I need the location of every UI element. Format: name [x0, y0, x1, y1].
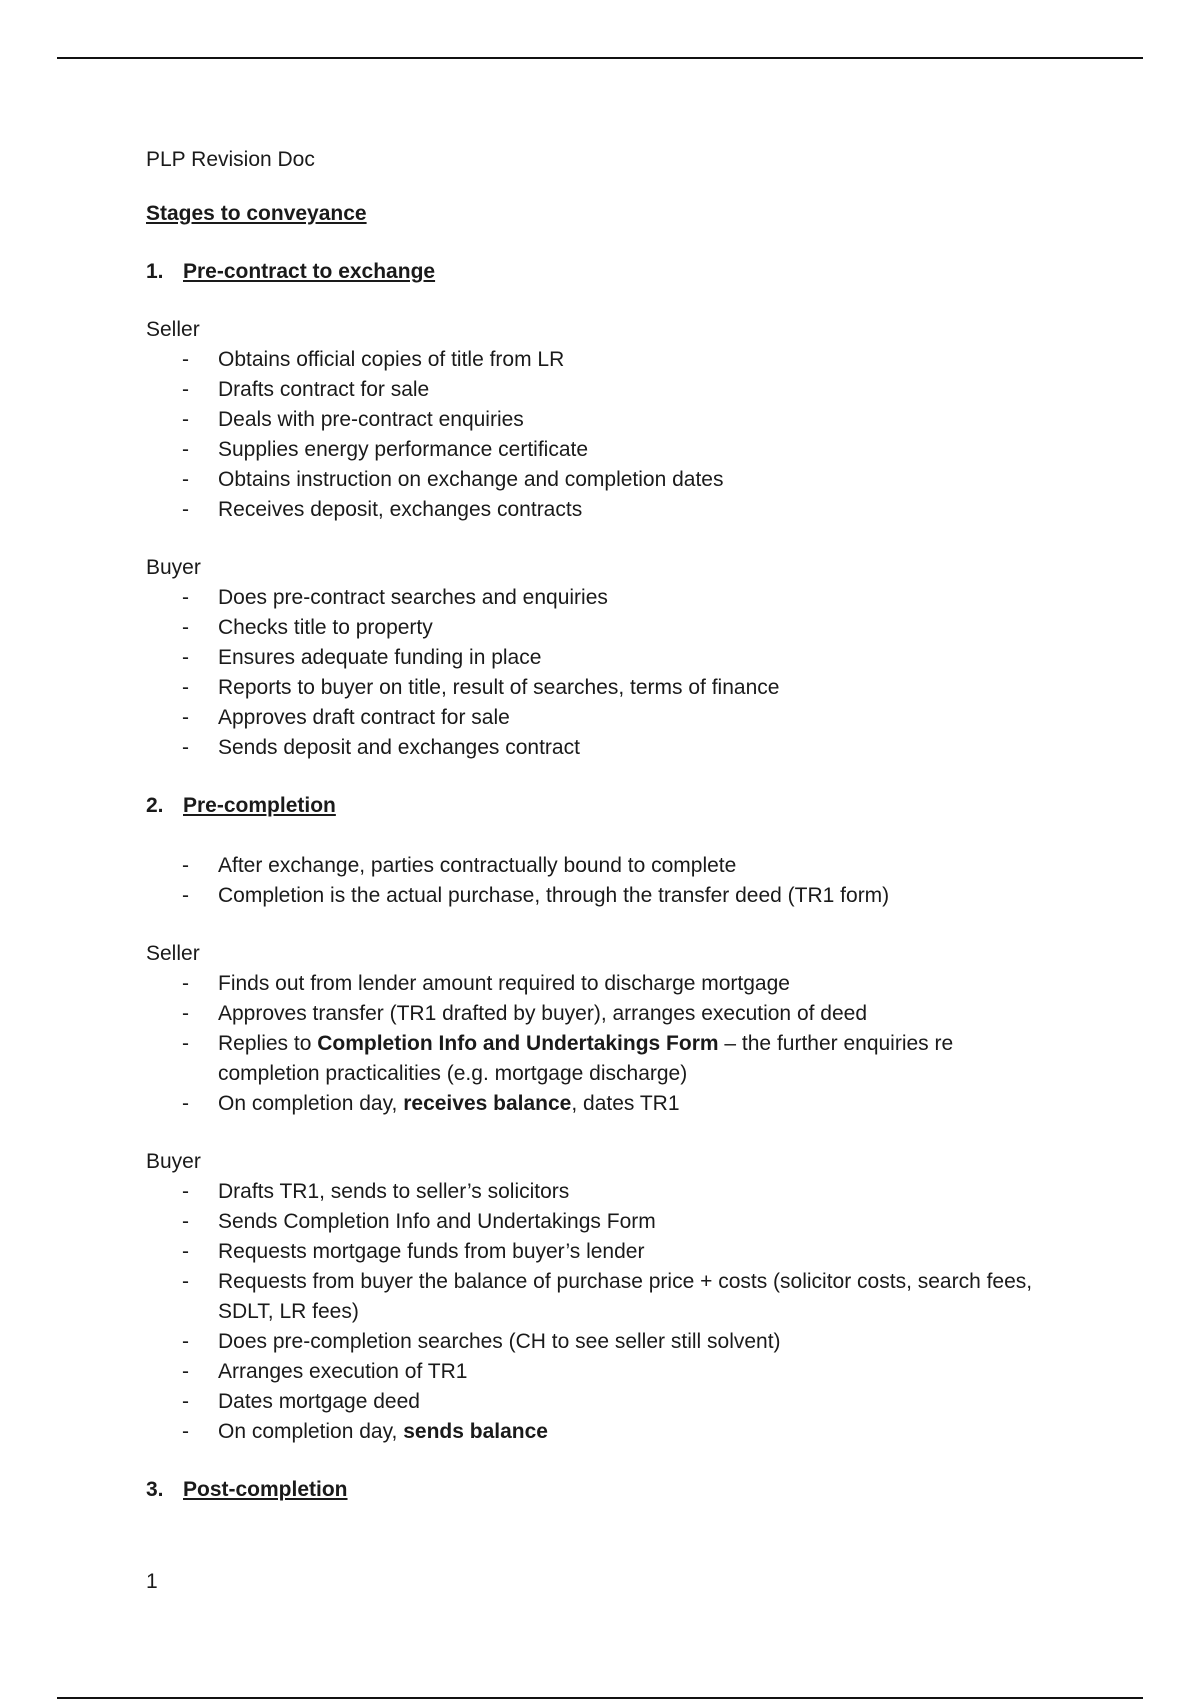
stage-2-title: Pre-completion: [183, 794, 336, 817]
stage-1-buyer-label: Buyer: [146, 556, 201, 579]
list-item: [146, 1089, 1046, 1119]
list-item: [146, 1417, 1046, 1447]
stage-2-heading: [146, 791, 1046, 821]
list-item: - Sends Completion Info and Undertakings Form: [146, 1207, 1046, 1237]
stage-3-number: 3.: [146, 1478, 164, 1501]
list-item: - Arranges execution of TR1: [146, 1357, 1046, 1387]
item-bold-text: Completion Info and Undertakings Form: [317, 1032, 719, 1055]
list-item: - Finds out from lender amount required to discharge mortgage: [146, 969, 1046, 999]
spacer: [146, 821, 1046, 851]
stage-1-number: 1.: [146, 260, 164, 283]
stage-1-seller-label: Seller: [146, 318, 200, 341]
list-item: - Approves draft contract for sale: [146, 703, 1046, 733]
list-item: - Supplies energy performance certificate: [146, 435, 1046, 465]
item-bold-text: sends balance: [403, 1420, 548, 1443]
stage-2-number: 2.: [146, 794, 164, 817]
stage-2-seller-label: Seller: [146, 942, 200, 965]
list-item: - Requests mortgage funds from buyer’s lender: [146, 1237, 1046, 1267]
list-item: - Checks title to property: [146, 613, 1046, 643]
top-rule: [57, 57, 1143, 59]
stage-3-title: Post-completion: [183, 1478, 348, 1501]
list-item: - Completion is the actual purchase, through the transfer deed (TR1 form): [146, 881, 1046, 911]
list-item: - Requests from buyer the balance of purchase price + costs (solicitor costs, search fees, SDLT, LR fees): [146, 1267, 1046, 1327]
item-text: – the further enquiries re completion practicalities (e.g. mortgage discharge): [218, 1032, 954, 1085]
stage-1-seller-list: [146, 345, 1046, 525]
list-item: - Deals with pre-contract enquiries: [146, 405, 1046, 435]
item-text: On completion day,: [218, 1092, 404, 1115]
item-bold-text: receives balance: [403, 1092, 572, 1115]
list-item: - Obtains official copies of title from LR: [146, 345, 1046, 375]
list-item: - Does pre-contract searches and enquiries: [146, 583, 1046, 613]
item-text: On completion day,: [218, 1420, 404, 1443]
list-item: - Ensures adequate funding in place: [146, 643, 1046, 673]
list-item: - After exchange, parties contractually bound to complete: [146, 851, 1046, 881]
section-title: Stages to conveyance: [146, 202, 367, 225]
list-item: [146, 1029, 1046, 1089]
list-item: - Does pre-completion searches (CH to see seller still solvent): [146, 1327, 1046, 1357]
stage-2-buyer-list: [146, 1177, 1046, 1447]
item-text: , dates TR1: [571, 1092, 680, 1115]
list-item: - Receives deposit, exchanges contracts: [146, 495, 1046, 525]
list-item: - Approves transfer (TR1 drafted by buyer), arranges execution of deed: [146, 999, 1046, 1029]
list-item: - Drafts contract for sale: [146, 375, 1046, 405]
stage-3-heading: [146, 1475, 1046, 1505]
bottom-rule: [57, 1697, 1143, 1699]
list-item: - Dates mortgage deed: [146, 1387, 1046, 1417]
page-number: 1: [146, 1570, 158, 1593]
stage-1-heading: [146, 257, 1046, 287]
stage-2-intro-list: [146, 851, 1046, 911]
stage-1-buyer-list: [146, 583, 1046, 763]
list-item: - Obtains instruction on exchange and completion dates: [146, 465, 1046, 495]
list-item: - Drafts TR1, sends to seller’s solicitors: [146, 1177, 1046, 1207]
stage-2-buyer-label: Buyer: [146, 1150, 201, 1173]
doc-title: PLP Revision Doc: [146, 148, 315, 171]
list-item: - Sends deposit and exchanges contract: [146, 733, 1046, 763]
item-text: Replies to: [218, 1032, 318, 1055]
stage-2-seller-list: [146, 969, 1046, 1119]
list-item: - Reports to buyer on title, result of searches, terms of finance: [146, 673, 1046, 703]
document-body: [146, 145, 1046, 1505]
stage-1-title: Pre-contract to exchange: [183, 260, 436, 283]
